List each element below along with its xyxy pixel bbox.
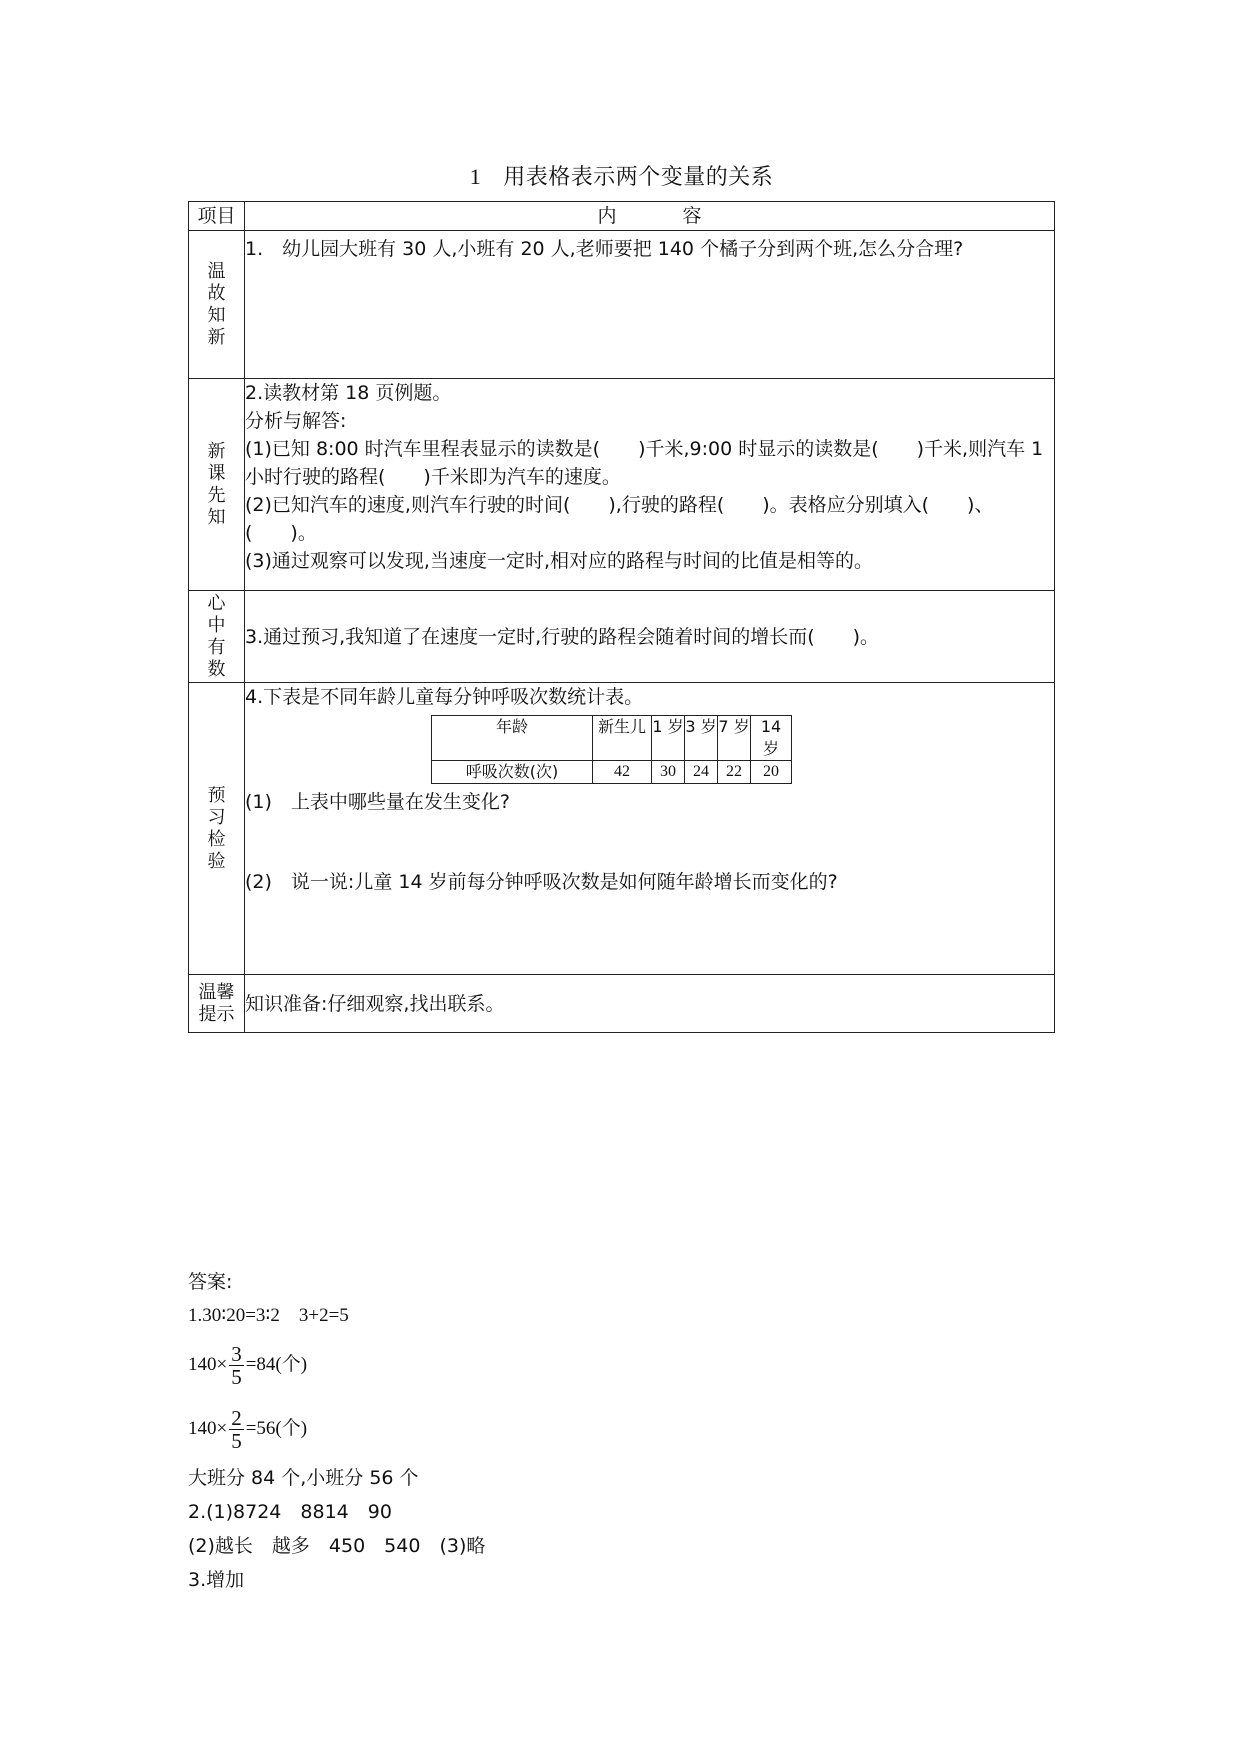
answer-line-3: 2.(1)8724 8814 90: [188, 1501, 392, 1523]
answer-line-4: (2)越长 越多 450 540 (3)略: [188, 1535, 486, 1557]
fraction-denominator: 5: [231, 1428, 242, 1453]
breath-value-cell: 20: [751, 761, 792, 784]
fraction-suffix: =84(个): [245, 1354, 308, 1375]
breath-value-cell: 24: [685, 761, 718, 784]
row-label-tips: 温馨提示: [198, 981, 235, 1025]
row-summary: [189, 591, 1055, 683]
breath-value-cell: 呼吸次数(次): [432, 761, 593, 784]
breath-header-cell: 7 岁: [718, 716, 751, 761]
question-4-part2: (2) 说一说:儿童 14 岁前每分钟呼吸次数是如何随年龄增长而变化的?: [245, 871, 838, 893]
row-new-lesson: [189, 379, 1055, 591]
question-2-part3: (3)通过观察可以发现,当速度一定时,相对应的路程与时间的比值是相等的。: [245, 550, 873, 572]
fraction: [229, 1343, 244, 1388]
header-item: 项目: [189, 202, 245, 231]
worksheet-table: [188, 201, 1055, 1033]
question-1: 1. 幼儿园大班有 30 人,小班有 20 人,老师要把 140 个橘子分到两个班,怎么分合理?: [245, 238, 964, 260]
fraction: [229, 1407, 244, 1452]
question-3: 3.通过预习,我知道了在速度一定时,行驶的路程会随着时间的增长而( )。: [245, 625, 880, 648]
question-4-part1: (1) 上表中哪些量在发生变化?: [245, 791, 510, 813]
fraction-prefix: 140×: [188, 1418, 228, 1439]
answer-line-5: 3.增加: [188, 1569, 245, 1591]
fraction-numerator: 2: [231, 1405, 242, 1430]
row-check: [189, 683, 1055, 975]
breath-header-cell: 新生儿: [593, 716, 652, 761]
title-number: 1: [469, 164, 482, 189]
page-title: [188, 160, 1055, 191]
row-tips: [189, 975, 1055, 1033]
breath-value-cell: 22: [718, 761, 751, 784]
breath-header-cell: 14 岁: [751, 716, 792, 761]
fraction-numerator: 3: [231, 1341, 242, 1366]
fraction-suffix: =56(个): [245, 1418, 308, 1439]
row-label-check: 预习检验: [207, 784, 226, 872]
breath-table-header-row: [432, 716, 792, 761]
breath-table-value-row: [432, 761, 792, 784]
answer-fraction-2: [188, 1397, 485, 1461]
answer-fraction-1: [188, 1333, 485, 1397]
question-2-part2: (2)已知汽车的速度,则汽车行驶的时间( ),行驶的路程( )。表格应分别填入( )、( )。: [245, 494, 994, 544]
breath-table: [431, 715, 792, 784]
answer-line-1: 1.30∶20=3∶2 3+2=5: [188, 1305, 349, 1326]
answer-line-2: 大班分 84 个,小班分 56 个: [188, 1467, 419, 1489]
title-text: 用表格表示两个变量的关系: [503, 165, 774, 190]
question-2-part1: (1)已知 8:00 时汽车里程表显示的读数是( )千米,9:00 时显示的读数是( )千米,则汽车 1 小时行驶的路程( )千米即为汽车的速度。: [245, 438, 1044, 488]
answers-heading: 答案:: [188, 1271, 233, 1293]
question-4-intro: 4.下表是不同年龄儿童每分钟呼吸次数统计表。: [245, 686, 644, 708]
row-label-summary: 心中有数: [207, 592, 226, 680]
answers-section: [188, 1265, 485, 1597]
fraction-prefix: 140×: [188, 1354, 228, 1375]
breath-header-cell: 3 岁: [685, 716, 718, 761]
header-row: [189, 202, 1055, 231]
question-2-analysis: 分析与解答:: [245, 410, 347, 432]
tips-text: 知识准备:仔细观察,找出联系。: [245, 992, 505, 1015]
fraction-denominator: 5: [231, 1364, 242, 1389]
row-review: [189, 231, 1055, 379]
row-label-new-lesson: 新课先知: [207, 440, 226, 528]
breath-header-cell: 1 岁: [652, 716, 685, 761]
breath-value-cell: 42: [593, 761, 652, 784]
breath-value-cell: 30: [652, 761, 685, 784]
breath-header-cell: 年龄: [432, 716, 593, 761]
question-2-intro: 2.读教材第 18 页例题。: [245, 382, 452, 404]
row-label-review: 温故知新: [207, 260, 226, 348]
header-content: 内 容: [245, 202, 1055, 231]
